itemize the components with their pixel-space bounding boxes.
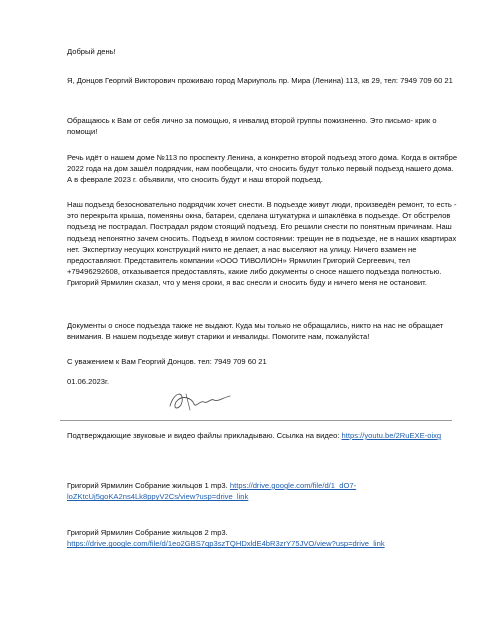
handwritten-signature [160,380,240,416]
context-paragraph: Речь идёт о нашем доме №113 по проспекту Ленина, а конкретно второй подъезд этого дома. Когда в октябре 2022 года на дом зашёл подрядчик, нам пообещали, что сносить будут только первый подъезд нашего дома. А в феврале 2023 г. объявили, что сносить будут и наш второй подъезд. [67,153,458,185]
section-divider [60,420,452,421]
audio-file-2-label: Григорий Ярмилин Собрание жильцов 2 mp3. [67,528,228,537]
audio-file-2 [67,527,460,549]
appeal-paragraph: Обращаюсь к Вам от себя лично за помощью, я инвалид второй группы пожизненно. Это письмо- крик о помощи! [67,116,437,137]
attachments-intro-text: Подтверждающие звуковые и видео файлы прикладываю. Ссылка на видео: [67,431,340,440]
audio-file-2-link[interactable]: https://drive.google.com/file/d/1eo2GBS7qp3szTQHDxldE4bR3zrY75JVO/view?usp=drive_link [67,539,385,549]
sender-info-paragraph: Я, Донцов Георгий Викторович проживаю город Мариуполь пр. Мира (Ленина) 113, кв 29, тел: 7949 709 60 21 [67,76,453,85]
letter-date: 01.06.2023г. [67,377,109,386]
video-link[interactable]: https://youtu.be/2RuEXE-oixg [341,431,442,440]
audio-file-1-label: Григорий Ярмилин Собрание жильцов 1 mp3. [67,481,228,490]
closing-line: С уважением к Вам Георгий Донцов. тел: 7949 709 60 21 [67,357,267,366]
audio-file-1 [67,480,460,502]
greeting: Добрый день! [67,47,116,56]
attachments-intro [67,430,460,441]
complaint-paragraph: Наш подъезд безосновательно подрядчик хочет снести. В подъезде живут люди, произведён ремонт, то есть - это перекрыта крыша, поменяны окна, батареи, сделана штукатурка и шпаклёвка в подъезде. От обстрелов подъезд не пострадал. Пострадал рядом стоящий подъезд. Его решили снести по понятным причинам. Наш подъезд непонятно зачем сносить. Подъезд в жилом состоянии: трещин не в подъезде, не в наших квартирах нет. Экспертизу несущих конструкций никто не делает, а нас выселяют на улицу. Ничего взамен не предоставляют. Представитель компании «ООО ТИВОЛИОН» Ярмилин Григорий Сергеевич, тел +79496292608, отказывается предоставлять, какие либо документы о сносе нашего подъезда полностью. Григорий Ярмилин сказал, что у меня сроки, я вас снесли и сносить буду и ничего меня не остановит. [67,200,457,288]
audio-file-1-link[interactable]: https://drive.google.com/file/d/1_dO7-loZKtcUj5goKA2ns4Lk8ppyV2Cs/view?usp=drive_link [67,481,357,502]
plea-paragraph: Документы о сносе подъезда также не выдают. Куда мы только не обращались, никто на нас не обращает внимания. В нашем подъезде живут старики и инвалиды. Помогите нам, пожалуйста! [67,321,444,342]
